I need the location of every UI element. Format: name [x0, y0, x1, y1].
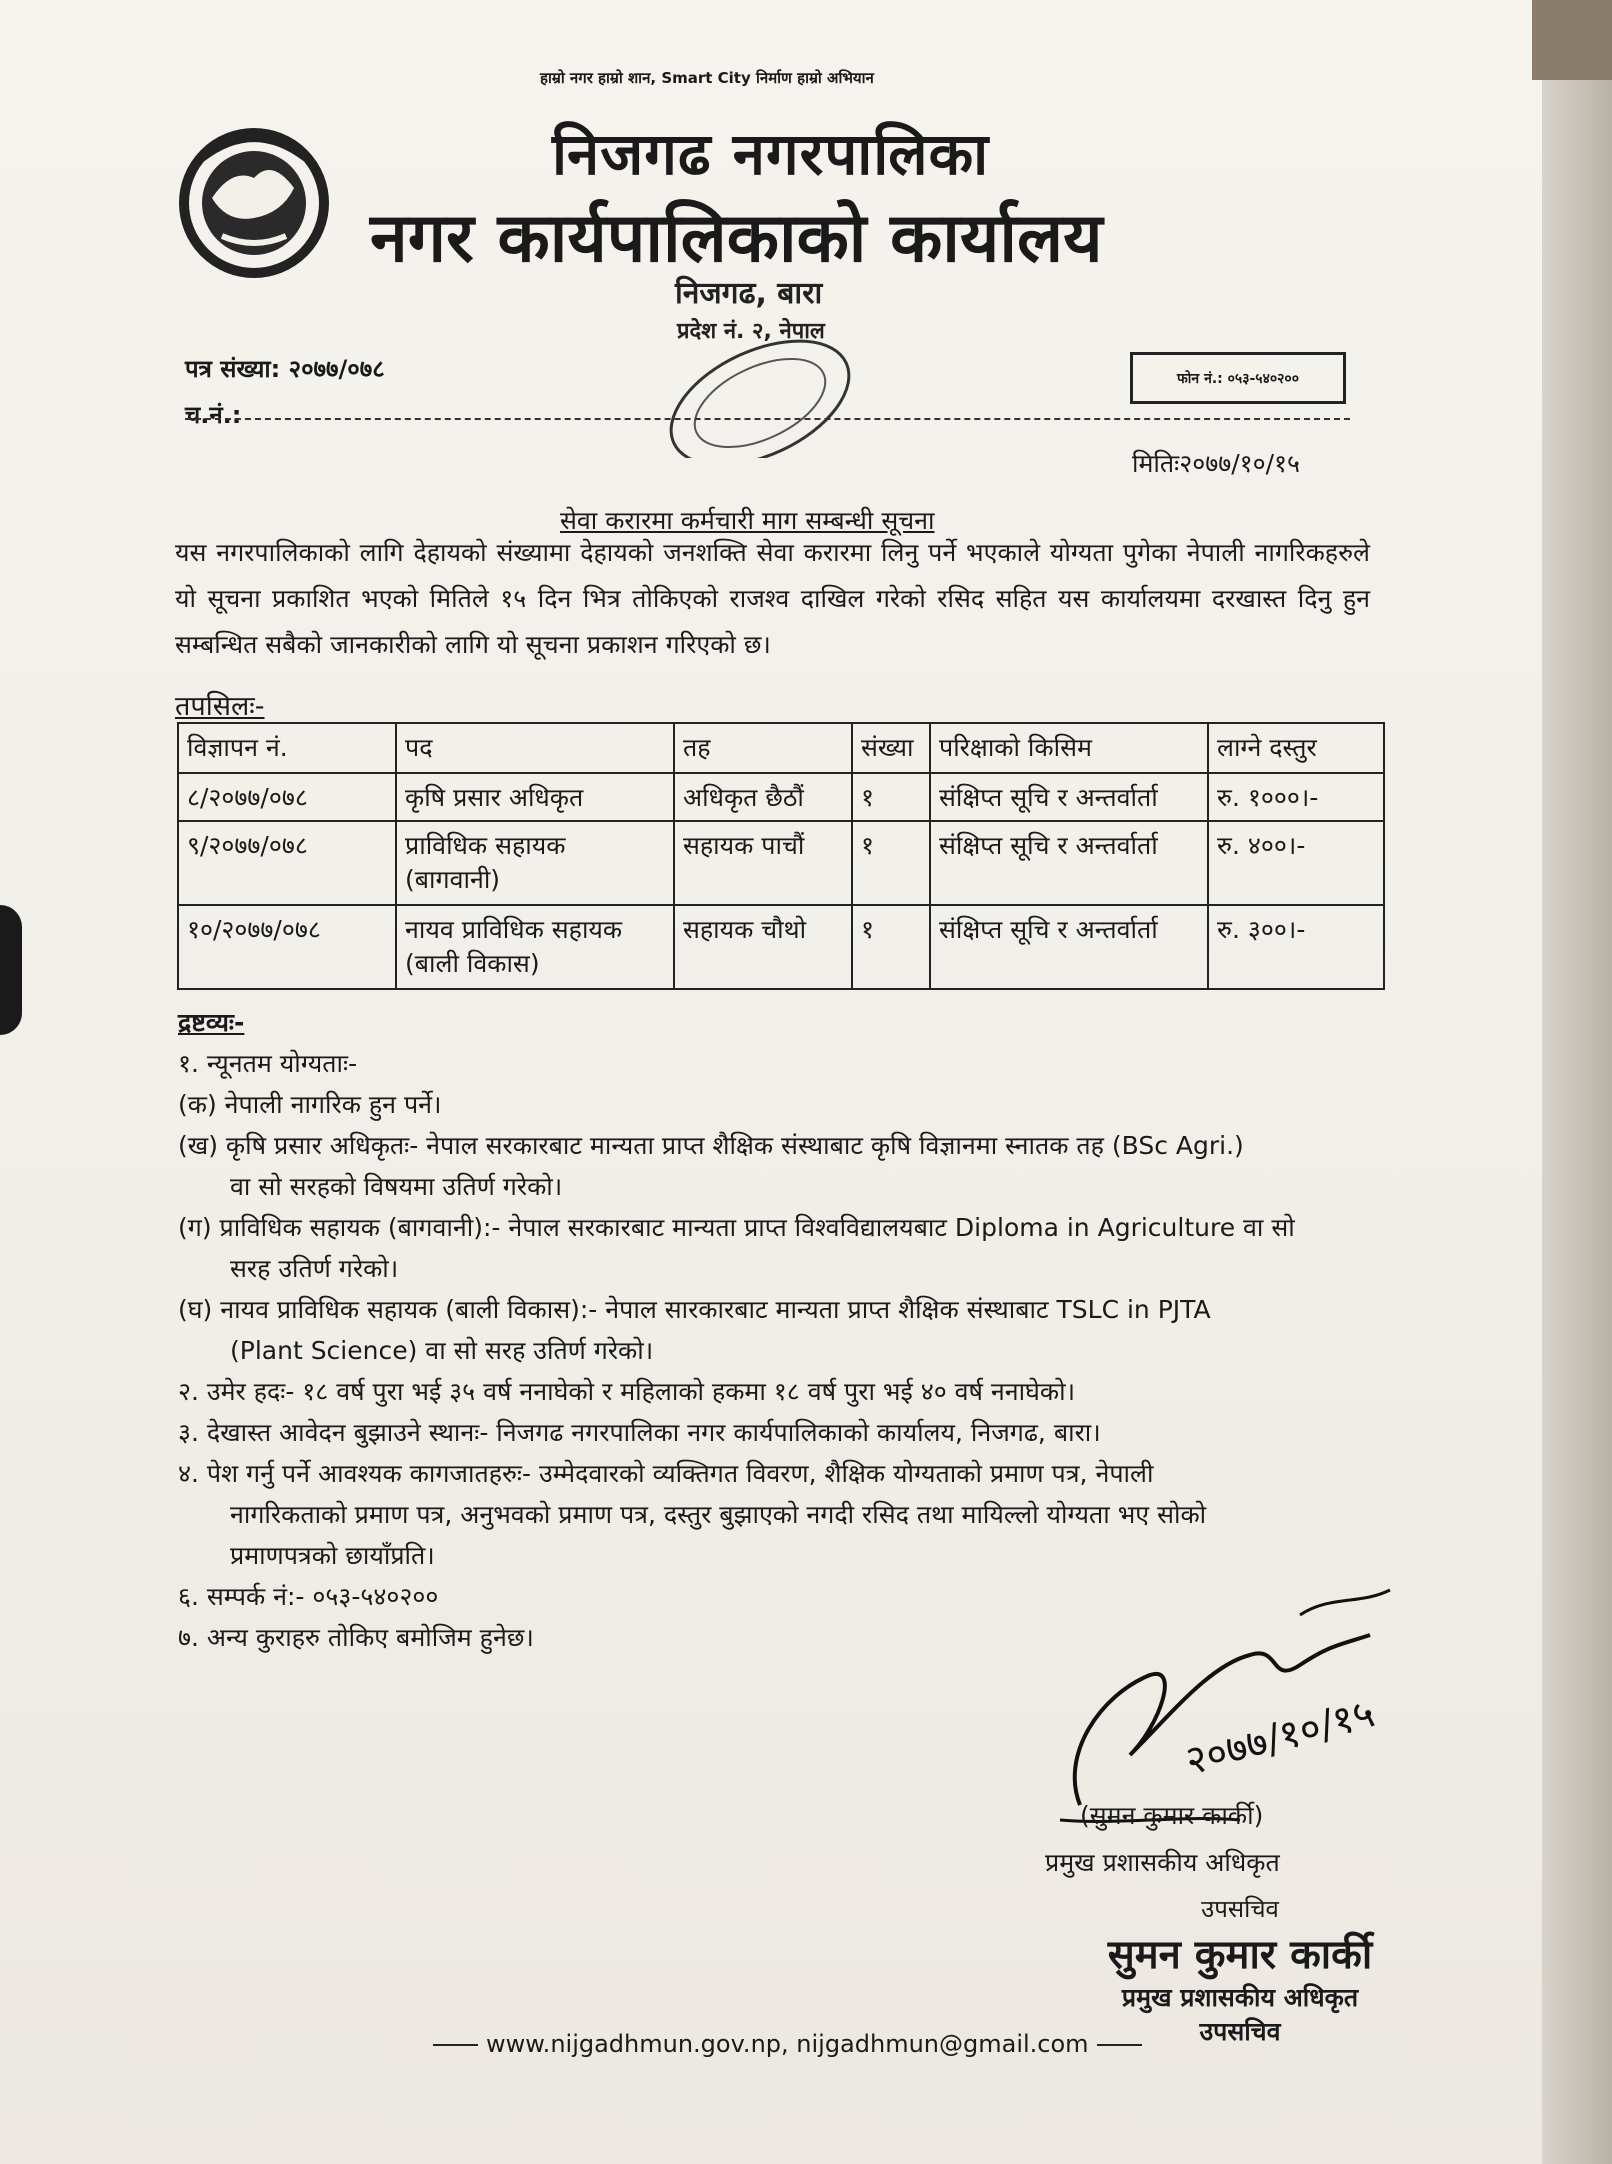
cell-count: १: [852, 905, 930, 989]
note-item: २. उमेर हदः- १८ वर्ष पुरा भई ३५ वर्ष ननाघेको र महिलाको हकमा १८ वर्ष पुरा भई ४० वर्ष ननाघेको।: [178, 1377, 1076, 1406]
stamp-post: प्रमुख प्रशासकीय अधिकृत: [1121, 1983, 1359, 2012]
note-item: नागरिकताको प्रमाण पत्र, अनुभवको प्रमाण पत्र, दस्तुर बुझाएको नगदी रसिद तथा मायिल्लो योग्यता भए सोको: [230, 1500, 1207, 1529]
vacancy-table: [177, 722, 1385, 990]
scan-edge: [1542, 0, 1612, 2164]
signatory-stamp: [1060, 1892, 1420, 2048]
col-exam-type: परिक्षाको किसिम: [930, 723, 1208, 773]
table-row: [178, 905, 1384, 989]
note-item: ६. सम्पर्क नं:- ०५३-५४०२००: [178, 1582, 439, 1611]
col-fee: लाग्ने दस्तुर: [1208, 723, 1384, 773]
cell-fee: रु. ३००।-: [1208, 905, 1384, 989]
col-post: पद: [396, 723, 674, 773]
note-item: ७. अन्य कुराहरु तोकिए बमोजिम हुनेछ।: [178, 1623, 534, 1652]
office-name: नगर कार्यपालिकाको कार्यालय: [370, 199, 1103, 278]
table-row: [178, 773, 1384, 821]
footer-contact: www.nijgadhmun.gov.np, nijgadhmun@gmail.com: [425, 2030, 1150, 2058]
municipality-name: निजगढ नगरपालिका: [552, 120, 990, 188]
header-divider: [185, 418, 1350, 420]
notice-body: यस नगरपालिकाको लागि देहायको संख्यामा देहायको जनशक्ति सेवा करारमा लिनु पर्ने भएकाले योग्यता पुगेका नेपाली नागरिकहरुले यो सूचना प्रकाशित भएको मितिले १५ दिन भित्र तोकिएको राजश्व दाखिल गरेको रसिद सहित यस कार्यालयमा दरखास्त दिनु हुन सम्बन्धित सबैको जानकारीको लागि यो सूचना प्रकाशन गरिएको छ।: [175, 538, 1370, 659]
cell-fee: रु. ४००।-: [1208, 821, 1384, 905]
letter-number: पत्र संख्या: २०७७/०७८: [185, 355, 385, 383]
cell-count: १: [852, 773, 930, 821]
note-item: (ग) प्राविधिक सहायक (बागवानी):- नेपाल सरकारबाट मान्यता प्राप्त विश्वविद्यालयबाट Diploma in Agriculture वा सो: [178, 1213, 1295, 1242]
note-item: सरह उतिर्ण गरेको।: [230, 1254, 399, 1283]
office-stamp-icon: [655, 268, 865, 458]
notice-date: मितिः२०७७/१०/१५: [1132, 449, 1301, 478]
note-item: प्रमाणपत्रको छायाँप्रति।: [230, 1541, 435, 1570]
cell-post: प्राविधिक सहायक (बागवानी): [396, 821, 674, 905]
phone-box: फोन नं.: ०५३-५४०२००: [1130, 352, 1346, 404]
cell-exam-type: संक्षिप्त सूचि र अन्तर्वार्ता: [930, 905, 1208, 989]
signatory-name: (सुमन कुमार कार्की): [1080, 1801, 1264, 1830]
cell-level: अधिकृत छैठौं: [674, 773, 852, 821]
notice-subject: सेवा करारमा कर्मचारी माग सम्बन्धी सूचना: [560, 506, 935, 535]
handwritten-signature: [1040, 1575, 1440, 1835]
note-item: (घ) नायव प्राविधिक सहायक (बाली विकास):- नेपाल सारकारबाट मान्यता प्राप्त शैक्षिक संस्थाबाट TSLC in PJTA: [178, 1295, 1211, 1324]
note-item: (Plant Science) वा सो सरह उतिर्ण गरेको।: [230, 1336, 654, 1365]
cell-advert-no: ८/२०७७/०७८: [178, 773, 396, 821]
nepal-emblem-icon: [172, 118, 337, 283]
note-item: ३. देखास्त आवेदन बुझाउने स्थानः- निजगढ नगरपालिका नगर कार्यपालिकाको कार्यालय, निजगढ, बारा।: [178, 1418, 1101, 1447]
svg-text:निजगढ, बारा: निजगढ, बारा: [675, 276, 823, 311]
cell-exam-type: संक्षिप्त सूचि र अन्तर्वार्ता: [930, 821, 1208, 905]
footer-rule-left: [433, 2044, 478, 2046]
cell-exam-type: संक्षिप्त सूचि र अन्तर्वार्ता: [930, 773, 1208, 821]
scan-blot: [0, 905, 22, 1035]
col-advert-no: विज्ञापन नं.: [178, 723, 396, 773]
stamp-name: सुमन कुमार कार्की: [1107, 1932, 1373, 1978]
col-count: संख्या: [852, 723, 930, 773]
cell-level: सहायक पाचौं: [674, 821, 852, 905]
dispatch-number: च.नं.:: [185, 401, 242, 429]
stamp-rank-bottom: उपसचिव: [1199, 2017, 1281, 2046]
table-header-row: [178, 723, 1384, 773]
notes-heading: द्रष्टव्यः-: [178, 1008, 245, 1037]
details-heading: तपसिलः-: [175, 691, 265, 722]
table-row: [178, 821, 1384, 905]
cell-count: १: [852, 821, 930, 905]
note-item: (ख) कृषि प्रसार अधिकृतः- नेपाल सरकारबाट मान्यता प्राप्त शैक्षिक संस्थाबाट कृषि विज्ञानमा स्नातक तह (BSc Agri.): [178, 1131, 1244, 1160]
stamp-rank-top: उपसचिव: [1201, 1895, 1279, 1923]
cell-fee: रु. १०००।-: [1208, 773, 1384, 821]
cell-post: कृषि प्रसार अधिकृत: [396, 773, 674, 821]
cell-advert-no: १०/२०७७/०७८: [178, 905, 396, 989]
note-item: १. न्यूनतम योग्यताः-: [178, 1049, 358, 1078]
note-item: वा सो सरहको विषयमा उतिर्ण गरेको।: [230, 1172, 563, 1201]
footer-rule-right: [1097, 2044, 1142, 2046]
col-level: तह: [674, 723, 852, 773]
note-item: (क) नेपाली नागरिक हुन पर्ने।: [178, 1090, 442, 1119]
svg-text:२०७७/१०/१५: २०७७/१०/१५: [1180, 1690, 1380, 1785]
svg-text:प्रदेश नं. २, नेपाल: प्रदेश नं. २, नेपाल: [677, 319, 825, 344]
scan-corner: [1532, 0, 1612, 80]
notes-section: [178, 1002, 1398, 1658]
cell-level: सहायक चौथो: [674, 905, 852, 989]
cell-post: नायव प्राविधिक सहायक (बाली विकास): [396, 905, 674, 989]
tagline: हाम्रो नगर हाम्रो शान, Smart City निर्माण हाम्रो अभियान: [540, 69, 874, 87]
cell-advert-no: ९/२०७७/०७८: [178, 821, 396, 905]
note-item: ४. पेश गर्नु पर्ने आवश्यक कागजातहरुः- उम्मेदवारको व्यक्तिगत विवरण, शैक्षिक योग्यताको प्रमाण पत्र, नेपाली: [178, 1459, 1154, 1488]
signatory-post: प्रमुख प्रशासकीय अधिकृत: [1045, 1848, 1280, 1877]
